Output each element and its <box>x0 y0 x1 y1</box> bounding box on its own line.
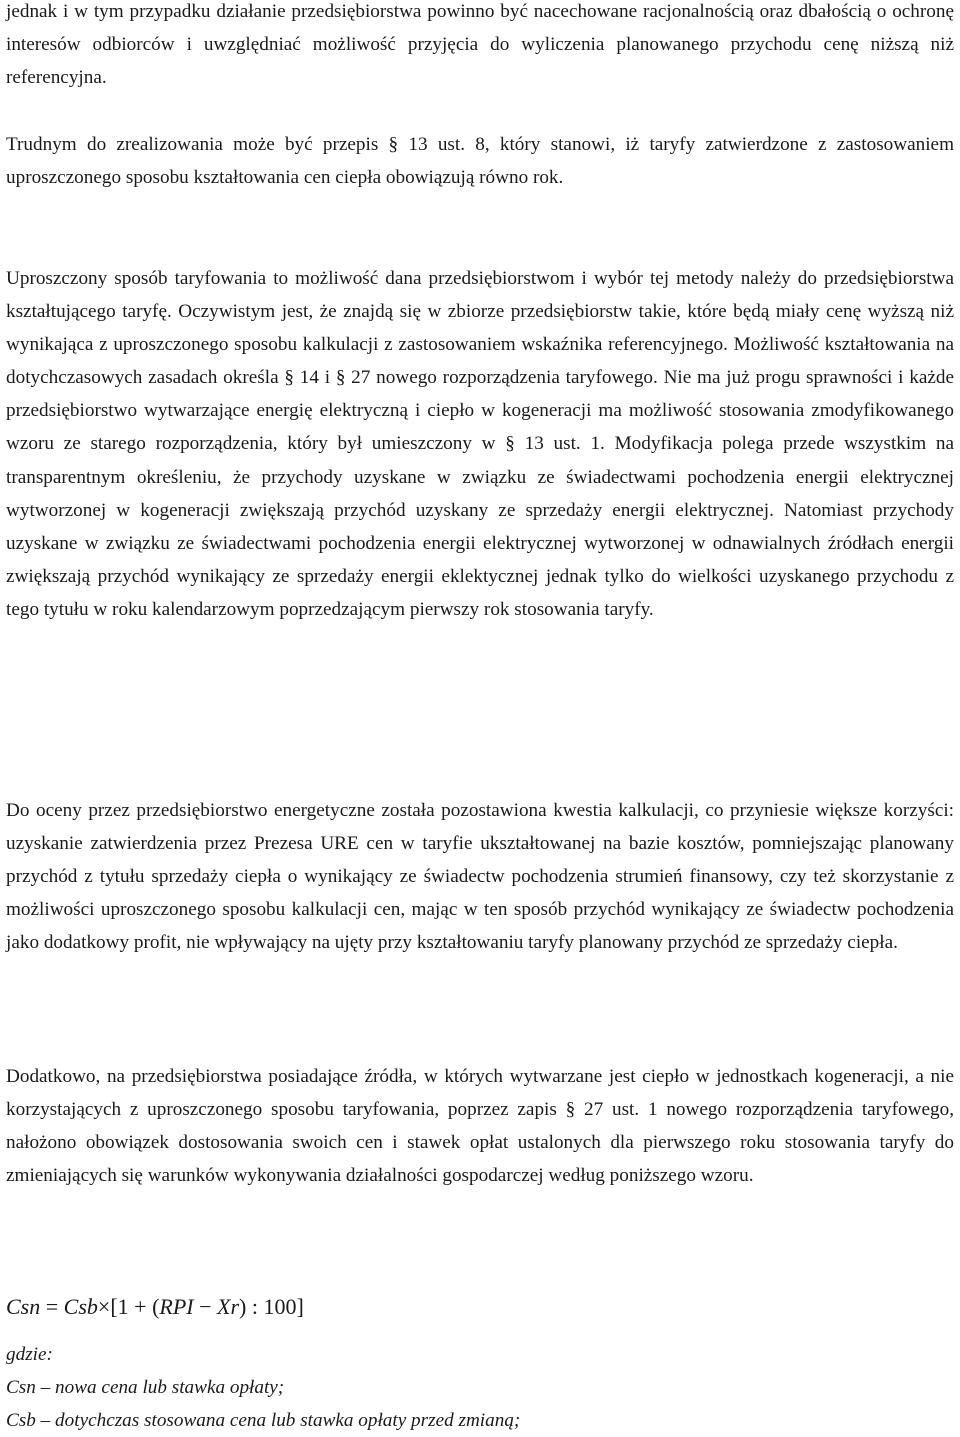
formula-times: × <box>97 1294 111 1319</box>
definitions-heading: gdzie: <box>6 1344 53 1365</box>
formula-equals: = <box>40 1294 64 1319</box>
paragraph-5: Dodatkowo, na przedsiębiorstwa posiadające źródła, w których wytwarzane jest ciepło w jednostkach kogeneracji, a nie korzystających z uproszczonego sposobu taryfowania, poprzez zapis § 27 ust. 1 nowego rozporządzenia taryfowego, nałożono obowiązek dostosowania swoich cen i stawek opłat ustalonych dla pierwszego roku stosowania taryfy do zmieniających się warunków wykonywania działalności gospodarczej według poniższego wzoru. <box>6 1066 954 1187</box>
formula-open: [1 + ( <box>110 1294 160 1319</box>
formula-csb: Csb <box>63 1294 98 1319</box>
paragraph-1: jednak i w tym przypadku działanie przedsiębiorstwa powinno być nacechowane racjonalnością oraz dbałością o ochronę interesów odbiorców i uwzględniać możliwość przyjęcia do wyliczenia planowanego przychodu cenę niższą niż referencyjna. <box>6 1 954 89</box>
price-formula <box>6 1290 304 1323</box>
paragraph-4: Do oceny przez przedsiębiorstwo energetyczne została pozostawiona kwestia kalkulacji, co przyniesie większe korzyści: uzyskanie zatwierdzenia przez Prezesa URE cen w taryfie ukształtowanej na bazie kosztów, pomniejszając planowany przychód z tytułu sprzedaży ciepła o wynikający ze świadectw pochodzenia strumień finansowy, czy też skorzystanie z możliwości uproszczonego sposobu kalkulacji cen, mając w ten sposób przychód wynikający ze świadectw pochodzenia jako dodatkowy profit, nie wpływający na ujęty przy kształtowaniu taryfy planowany przychód ze sprzedaży ciepła. <box>6 800 954 954</box>
definition-csn: Csn – nowa cena lub stawka opłaty; <box>6 1377 285 1398</box>
formula-minus: − <box>193 1294 218 1319</box>
definition-csb: Csb – dotychczas stosowana cena lub stawka opłaty przed zmianą; <box>6 1410 521 1431</box>
formula-csn: Csn <box>6 1294 41 1319</box>
formula-rpi: RPI <box>159 1294 194 1319</box>
formula-xr: Xr <box>217 1294 240 1319</box>
paragraph-3: Uproszczony sposób taryfowania to możliwość dana przedsiębiorstwom i wybór tej metody należy do przedsiębiorstwa kształtującego taryfę. Oczywistym jest, że znajdą się w zbiorze przedsiębiorstw takie, które będą miały cenę wyższą niż wynikająca z uproszczonego sposobu kalkulacji z zastosowaniem wskaźnika referencyjnego. Możliwość kształtowania na dotychczasowych zasadach określa § 14 i § 27 nowego rozporządzenia taryfowego. Nie ma już progu sprawności i każde przedsiębiorstwo wytwarzające energię elektryczną i ciepło w kogeneracji ma możliwość stosowania zmodyfikowanego wzoru ze starego rozporządzenia, który był umieszczony w § 13 ust. 1. Modyfikacja polega przede wszystkim na transparentnym określeniu, że przychody uzyskane w związku ze świadectwami pochodzenia energii elektrycznej wytworzonej w kogeneracji zwiększają przychód uzyskany ze sprzedaży energii elektrycznej. Natomiast przychody uzyskane w związku ze świadectwami pochodzenia energii elektrycznej wytworzonej w odnawialnych źródłach energii zwiększają przychód wynikający ze sprzedaży energii eklektycznej jednak tylko do wielkości uzyskanego przychodu z tego tytułu w roku kalendarzowym poprzedzającym pierwszy rok stosowania taryfy. <box>6 268 954 620</box>
paragraph-2: Trudnym do zrealizowania może być przepis § 13 ust. 8, który stanowi, iż taryfy zatwierdzone z zastosowaniem uproszczonego sposobu kształtowania cen ciepła obowiązują równo rok. <box>6 134 954 189</box>
formula-close: ) : 100] <box>239 1294 304 1319</box>
